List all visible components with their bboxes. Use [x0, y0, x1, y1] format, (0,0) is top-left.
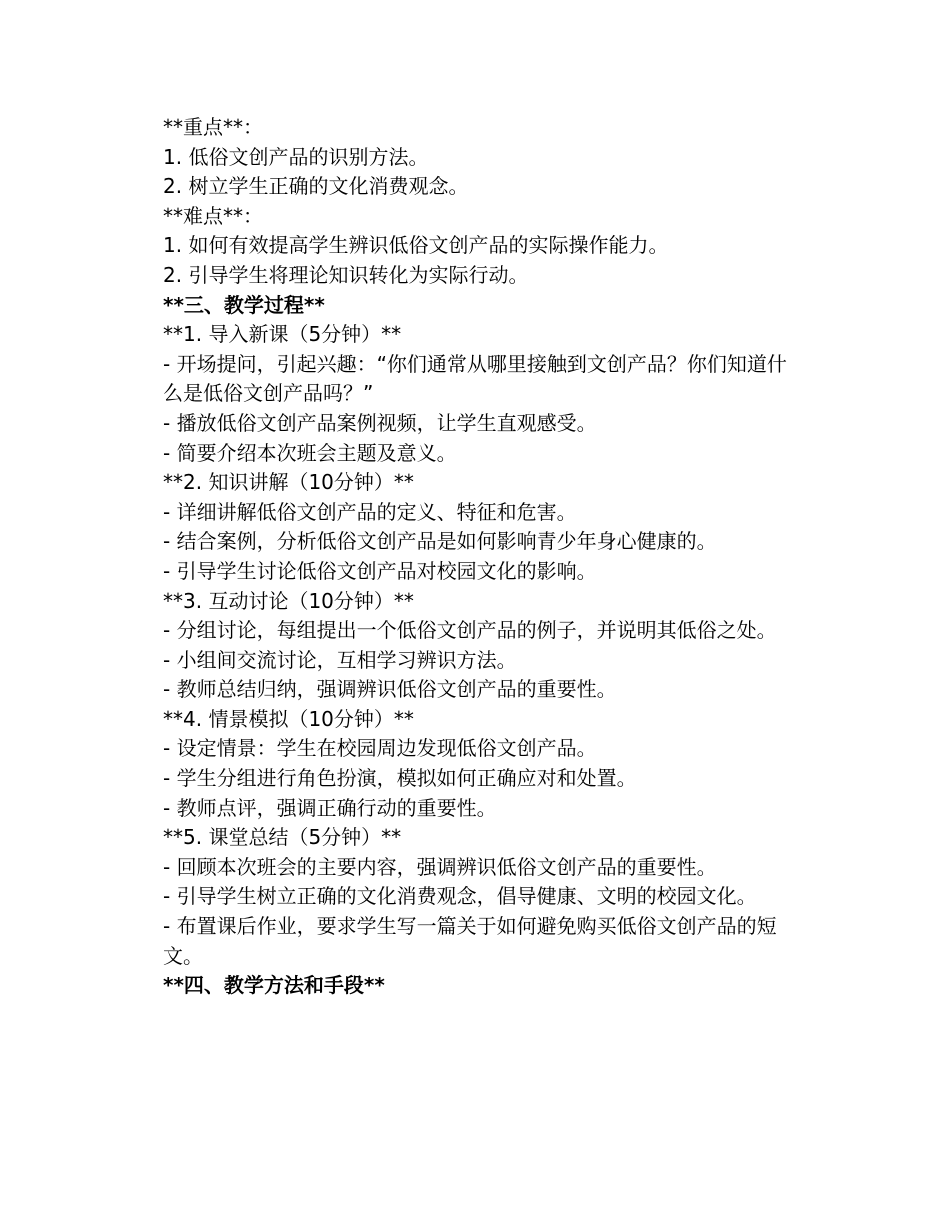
text-line: - 回顾本次班会的主要内容，强调辨识低俗文创产品的重要性。 — [163, 854, 717, 879]
text-line: **2. 知识讲解（10分钟）** — [163, 470, 414, 495]
text-line: - 简要介绍本次班会主题及意义。 — [163, 440, 457, 465]
text-line: - 引导学生讨论低俗文创产品对校园文化的影响。 — [163, 558, 597, 583]
text-line: **重点**： — [163, 115, 263, 139]
text-line: - 教师总结归纳，强调辨识低俗文创产品的重要性。 — [163, 677, 617, 702]
section-heading: **四、教学方法和手段** — [163, 973, 385, 998]
text-line: - 详细讲解低俗文创产品的定义、特征和危害。 — [163, 499, 577, 524]
text-line: **3. 互动讨论（10分钟）** — [163, 588, 414, 613]
section-heading: **三、教学过程** — [163, 292, 325, 317]
text-line: - 学生分组进行角色扮演，模拟如何正确应对和处置。 — [163, 766, 637, 791]
text-line: - 分组讨论，每组提出一个低俗文创产品的例子，并说明其低俗之处。 — [163, 618, 777, 643]
text-line: 2. 树立学生正确的文化消费观念。 — [163, 174, 469, 199]
text-line: - 设定情景：学生在校园周边发现低俗文创产品。 — [163, 736, 597, 761]
text-line: - 开场提问，引起兴趣：“你们通常从哪里接触到文创产品？你们知道什么是低俗文创产品吗？” — [163, 351, 787, 406]
text-line: 1. 低俗文创产品的识别方法。 — [163, 144, 429, 169]
text-line: - 引导学生树立正确的文化消费观念，倡导健康、文明的校园文化。 — [163, 884, 757, 909]
document-body — [163, 113, 793, 1001]
text-line: 1. 如何有效提高学生辨识低俗文创产品的实际操作能力。 — [163, 233, 669, 258]
text-line: **难点**： — [163, 203, 263, 228]
text-line: - 教师点评，强调正确行动的重要性。 — [163, 795, 497, 820]
text-line: - 播放低俗文创产品案例视频，让学生直观感受。 — [163, 410, 597, 435]
text-line: 2. 引导学生将理论知识转化为实际行动。 — [163, 262, 529, 287]
text-line: - 布置课后作业，要求学生写一篇关于如何避免购买低俗文创产品的短文。 — [163, 914, 777, 968]
text-line: - 结合案例，分析低俗文创产品是如何影响青少年身心健康的。 — [163, 529, 717, 554]
text-line: **4. 情景模拟（10分钟）** — [163, 706, 414, 731]
text-line: **1. 导入新课（5分钟）** — [163, 322, 402, 347]
text-line: **5. 课堂总结（5分钟）** — [163, 825, 402, 850]
text-line: - 小组间交流讨论，互相学习辨识方法。 — [163, 647, 517, 672]
